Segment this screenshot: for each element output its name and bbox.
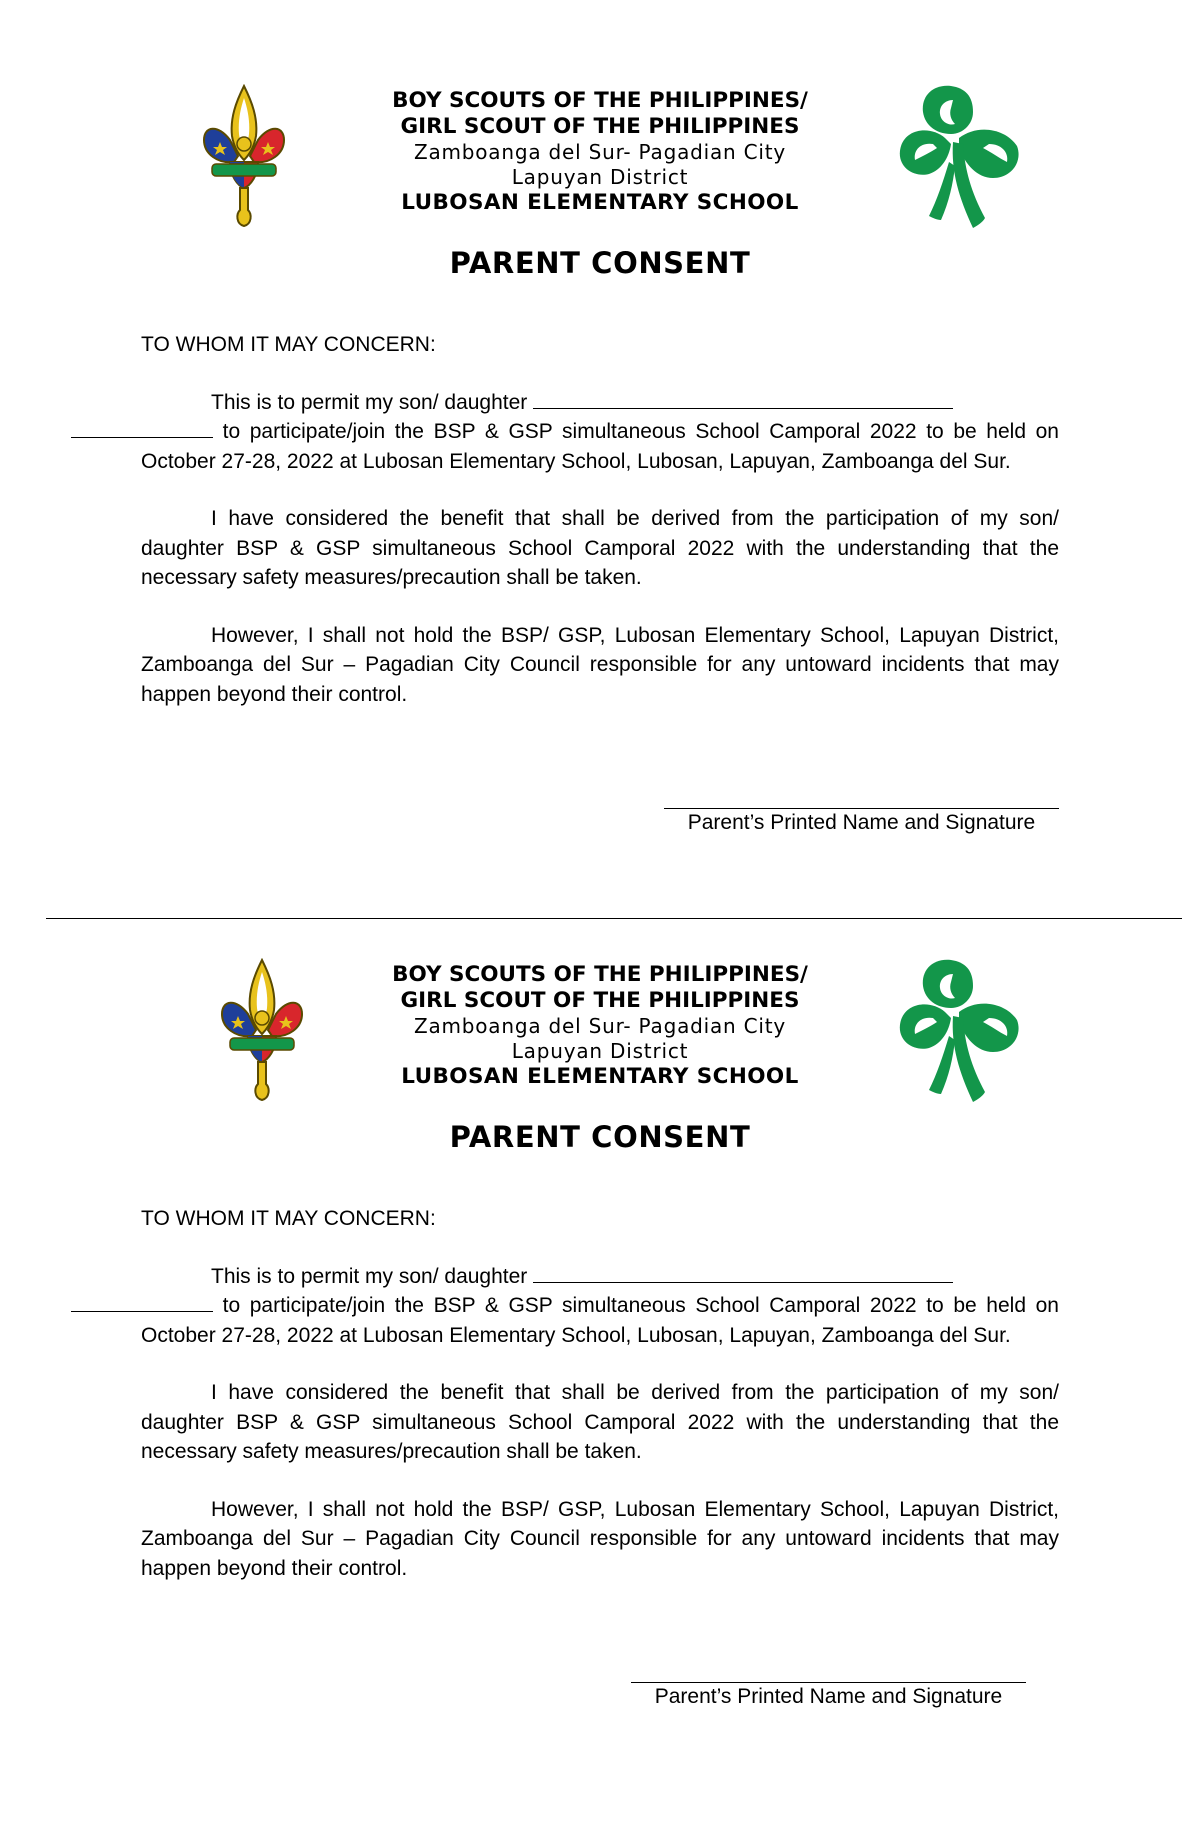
permission-paragraph — [141, 388, 1059, 477]
benefit-paragraph: I have considered the benefit that shall be derived from the participation of my son/ daughter BSP & GSP simultaneous School Camporal 2022 with the understanding that the necessary safety measures/precaution shall be taken. — [141, 1381, 1059, 1463]
permission-paragraph — [141, 1262, 1059, 1351]
girl-scouts-trefoil-icon — [893, 956, 1025, 1104]
org-line-1: BOY SCOUTS OF THE PHILIPPINES/ — [392, 962, 808, 987]
letter-body — [141, 330, 1059, 737]
location-line: Zamboanga del Sur- Pagadian City — [413, 140, 787, 164]
child-name-blank-continued[interactable] — [71, 417, 213, 438]
salutation: TO WHOM IT MAY CONCERN: — [141, 1207, 436, 1230]
school-name: LUBOSAN ELEMENTARY SCHOOL — [401, 190, 799, 215]
permission-text-rest: to participate/join the BSP & GSP simultaneous School Camporal 2022 to be held on October 27-28, 2022 at Lubosan Elementary School, Lubosan, Lapuyan, Zamboanga del Sur. — [141, 1294, 1059, 1347]
school-name: LUBOSAN ELEMENTARY SCHOOL — [401, 1064, 799, 1089]
permission-text-rest: to participate/join the BSP & GSP simultaneous School Camporal 2022 to be held on October 27-28, 2022 at Lubosan Elementary School, Lubosan, Lapuyan, Zamboanga del Sur. — [141, 420, 1059, 473]
location-line: Zamboanga del Sur- Pagadian City — [413, 1014, 787, 1038]
liability-paragraph: However, I shall not hold the BSP/ GSP, Lubosan Elementary School, Lapuyan District, Zamboanga del Sur – Pagadian City Council responsible for any untoward incidents that may happen beyond their control. — [141, 623, 1059, 706]
signature-label: Parent’s Printed Name and Signature — [654, 1685, 1003, 1708]
girl-scouts-trefoil-icon — [893, 82, 1025, 230]
signature-block — [631, 1682, 1026, 1709]
cut-line-divider — [46, 918, 1182, 919]
permission-text-start: This is to permit my son/ daughter — [211, 390, 534, 414]
boy-scouts-logo-icon — [218, 958, 306, 1104]
document-title: PARENT CONSENT — [449, 246, 751, 280]
permission-text-start: This is to permit my son/ daughter — [211, 1264, 534, 1288]
letterhead — [300, 88, 900, 216]
salutation: TO WHOM IT MAY CONCERN: — [141, 333, 436, 356]
document-title: PARENT CONSENT — [449, 1120, 751, 1154]
boy-scouts-logo-icon — [200, 84, 288, 230]
signature-block — [664, 808, 1059, 835]
signature-label: Parent’s Printed Name and Signature — [687, 811, 1036, 834]
district-line: Lapuyan District — [511, 165, 689, 189]
signature-line[interactable] — [631, 1682, 1026, 1683]
letter-body — [141, 1204, 1059, 1611]
liability-paragraph: However, I shall not hold the BSP/ GSP, Lubosan Elementary School, Lapuyan District, Zamboanga del Sur – Pagadian City Council responsible for any untoward incidents that may happen beyond their control. — [141, 1497, 1059, 1580]
org-line-2: GIRL SCOUT OF THE PHILIPPINES — [400, 988, 800, 1013]
org-line-1: BOY SCOUTS OF THE PHILIPPINES/ — [392, 88, 808, 113]
signature-line[interactable] — [664, 808, 1059, 809]
child-name-blank-continued[interactable] — [71, 1291, 213, 1312]
letterhead — [300, 962, 900, 1090]
benefit-paragraph: I have considered the benefit that shall be derived from the participation of my son/ daughter BSP & GSP simultaneous School Camporal 2022 with the understanding that the necessary safety measures/precaution shall be taken. — [141, 507, 1059, 589]
child-name-blank[interactable] — [533, 388, 953, 409]
child-name-blank[interactable] — [533, 1262, 953, 1283]
org-line-2: GIRL SCOUT OF THE PHILIPPINES — [400, 114, 800, 139]
district-line: Lapuyan District — [511, 1039, 689, 1063]
